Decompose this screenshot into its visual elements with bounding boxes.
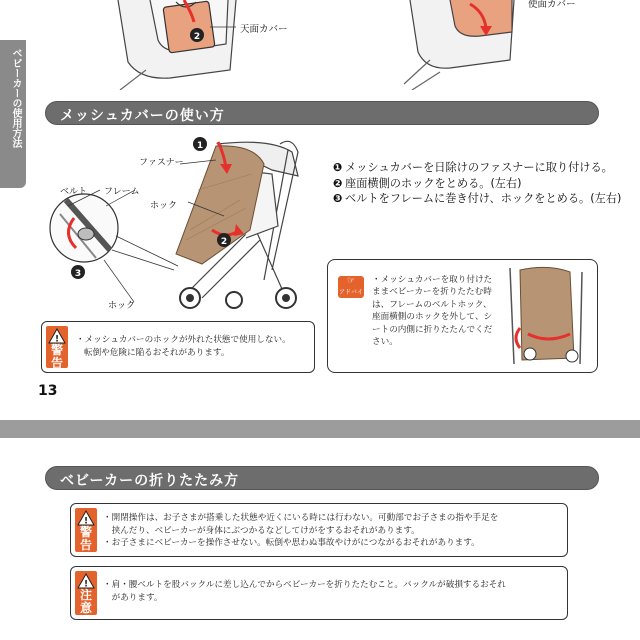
instruction-step-3 [333,191,633,207]
fold-warning-box [70,503,568,557]
warning-badge [46,326,68,368]
svg-text:!: ! [83,516,89,526]
instruction-number: ❸ [333,192,343,205]
mesh-step-3-number: 3 [74,269,82,279]
pointing-hand-icon: ☞ [346,276,356,286]
side-tab [0,40,26,188]
mesh-step-1-number: 1 [196,141,204,151]
warning-triangle-icon [77,510,95,526]
belt-label: ベルト [60,187,88,197]
fold-caution-box [70,566,568,620]
warning-triangle-icon [48,328,66,344]
warning-badge [75,508,97,552]
hook-top-label: ホック [150,201,178,211]
instruction-text: ベルトをフレームに巻き付け、ホックをとめる。(左右) [345,192,622,205]
warning-line: 転倒や危険に陥るおそれがあります。 [84,347,230,358]
fastener-label: ファスナー [139,158,184,168]
top-cover-label-left: 天面カバー [240,24,288,35]
mesh-instructions [333,160,633,207]
caution-line: ・肩・腰ベルトを股バックルに差し込んでからベビーカーを折りたたむこと。バックルが破損するおそれ [103,580,506,590]
mesh-cover-illustration [40,130,340,320]
instruction-number: ❶ [333,161,343,174]
top-left-stroller-illustration [118,0,236,90]
fold-caution-text [103,579,506,604]
svg-text:!: ! [83,579,89,589]
fold-section-title: ベビーカーの折りたたみ方 [60,473,240,489]
instruction-step-1 [333,160,633,176]
warning-badge-text: 警告 [50,343,63,370]
advice-badge [338,276,364,305]
mesh-step-2-number: 2 [220,237,228,247]
instruction-text: メッシュカバーを日除けのファスナーに取り付ける。 [345,161,613,174]
mesh-warning-text [76,334,291,359]
hook-bottom-label: ホック [108,301,136,311]
warning-line: 挟んだり、ベビーカーが身体にぶつかるなどしてけがをするおそれがあります。 [103,525,420,536]
advice-box [327,259,598,373]
warning-line: ・メッシュカバーのホックが外れた状態で使用しない。 [76,335,291,345]
caution-line: があります。 [103,592,163,603]
stroller-wheels [180,288,296,308]
svg-text:2: 2 [193,32,201,42]
fold-section-header [45,466,599,490]
advice-badge-text: アドバイス [339,289,363,305]
frame-label: フレーム [104,187,140,197]
folded-seat-illustration [500,264,596,368]
svg-text:!: ! [54,334,60,344]
caution-badge [75,571,97,615]
instruction-number: ❷ [333,176,343,190]
instruction-step-2 [333,176,633,192]
mesh-section-title: メッシュカバーの使い方 [60,108,225,124]
caution-triangle-icon [77,573,95,589]
side-tab-text: ベビーカーの使用方法 [10,48,21,148]
page-number: 13 [38,383,58,399]
warning-line: ・お子さまにベビーカーを操作させない。転倒や思わぬ事故やけがにつながるおそれがあります。 [103,538,480,548]
page-divider [0,420,640,438]
warning-badge-text: 警告 [79,525,92,552]
mesh-warning-box [41,321,315,373]
advice-text: ・メッシュカバーを取り付けたままベビーカーを折りたたむ時は、フレームのベルトホック、座面横側のホックを外して、シートの内側に折りたたんでください。 [372,275,493,348]
mesh-section-header [45,101,599,125]
top-cover-label-right: 使面カバー [528,0,576,10]
instruction-text: 座面横側のホックをとめる。(左右) [345,176,522,190]
warning-line: ・開閉操作は、お子さまが搭乗した状態や近くにいる時には行わない。可動部でお子さまの指や手足を [103,513,499,523]
fold-warning-text [103,512,498,550]
caution-badge-text: 注意 [79,588,92,615]
top-illustrations [0,0,640,90]
top-right-stroller-illustration [404,0,514,90]
